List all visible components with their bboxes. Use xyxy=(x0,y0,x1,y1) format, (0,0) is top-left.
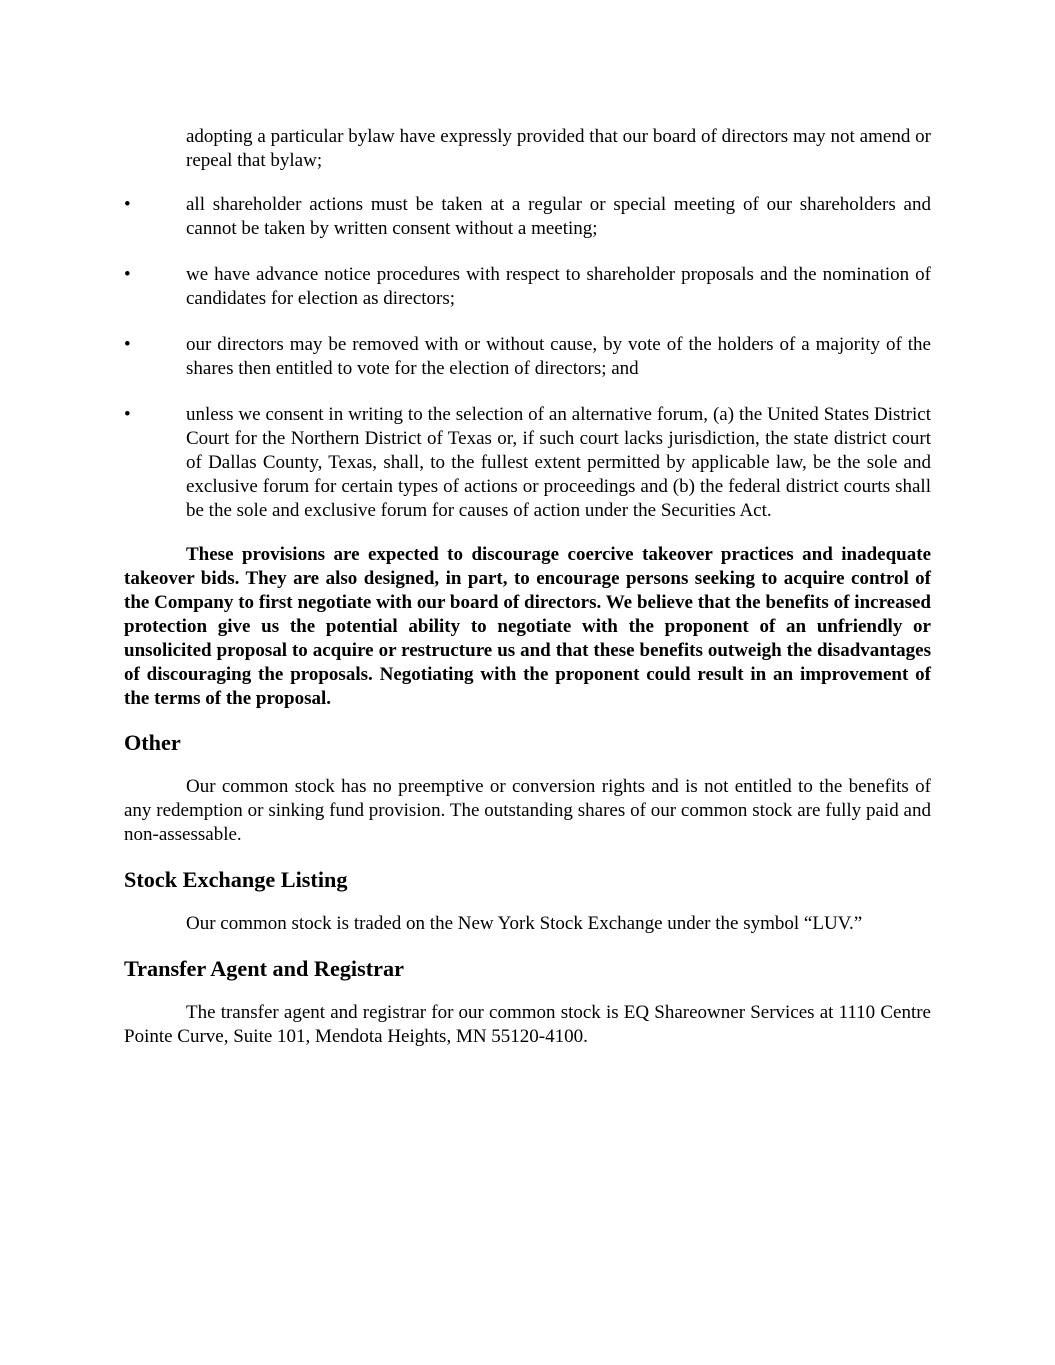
bullet-icon: • xyxy=(124,264,131,285)
list-item xyxy=(124,193,931,241)
bullet-icon: • xyxy=(124,404,131,425)
section-heading-transfer-agent: Transfer Agent and Registrar xyxy=(124,956,404,981)
other-paragraph: Our common stock has no preemptive or conversion rights and is not entitled to the benefits of any redemption or sinking fund provision. The outstanding shares of our common stock are fully paid and non-assessable. xyxy=(124,776,931,845)
list-item xyxy=(124,333,931,381)
bullet-text: all shareholder actions must be taken at a regular or special meeting of our shareholders and cannot be taken by written consent without a meeting; xyxy=(186,194,931,239)
section-heading-stock-exchange-listing: Stock Exchange Listing xyxy=(124,867,348,892)
listing-paragraph: Our common stock is traded on the New York Stock Exchange under the symbol “LUV.” xyxy=(186,913,863,934)
transfer-agent-paragraph: The transfer agent and registrar for our common stock is EQ Shareowner Services at 1110 Centre Pointe Curve, Suite 101, Mendota Heights, MN 55120-4100. xyxy=(124,1002,931,1047)
bullet-text: our directors may be removed with or without cause, by vote of the holders of a majority of the shares then entitled to vote for the election of directors; and xyxy=(186,334,931,379)
bullet-icon: • xyxy=(124,334,131,355)
list-item xyxy=(124,403,931,523)
continuation-paragraph: adopting a particular bylaw have expressly provided that our board of directors may not amend or repeal that bylaw; xyxy=(186,126,931,171)
document-body xyxy=(124,125,931,1070)
section-heading-other: Other xyxy=(124,730,181,755)
bullet-text: we have advance notice procedures with respect to shareholder proposals and the nomination of candidates for election as directors; xyxy=(186,264,931,309)
takeover-provisions-paragraph: These provisions are expected to discourage coercive takeover practices and inadequate takeover bids. They are also designed, in part, to encourage persons seeking to acquire control of the Company to first negotiate with our board of directors. We believe that the benefits of increased protection give us the potential ability to negotiate with the proponent of an unfriendly or unsolicited proposal to acquire or restructure us and that these benefits outweigh the disadvantages of discouraging the proposals. Negotiating with the proponent could result in an improvement of the terms of the proposal. xyxy=(124,544,931,709)
list-item xyxy=(124,263,931,311)
bullet-icon: • xyxy=(124,194,131,215)
bullet-text: unless we consent in writing to the selection of an alternative forum, (a) the United States District Court for the Northern District of Texas or, if such court lacks jurisdiction, the state district court of Dallas County, Texas, shall, to the fullest extent permitted by applicable law, be the sole and exclusive forum for certain types of actions or proceedings and (b) the federal district courts shall be the sole and exclusive forum for causes of action under the Securities Act. xyxy=(186,404,931,521)
